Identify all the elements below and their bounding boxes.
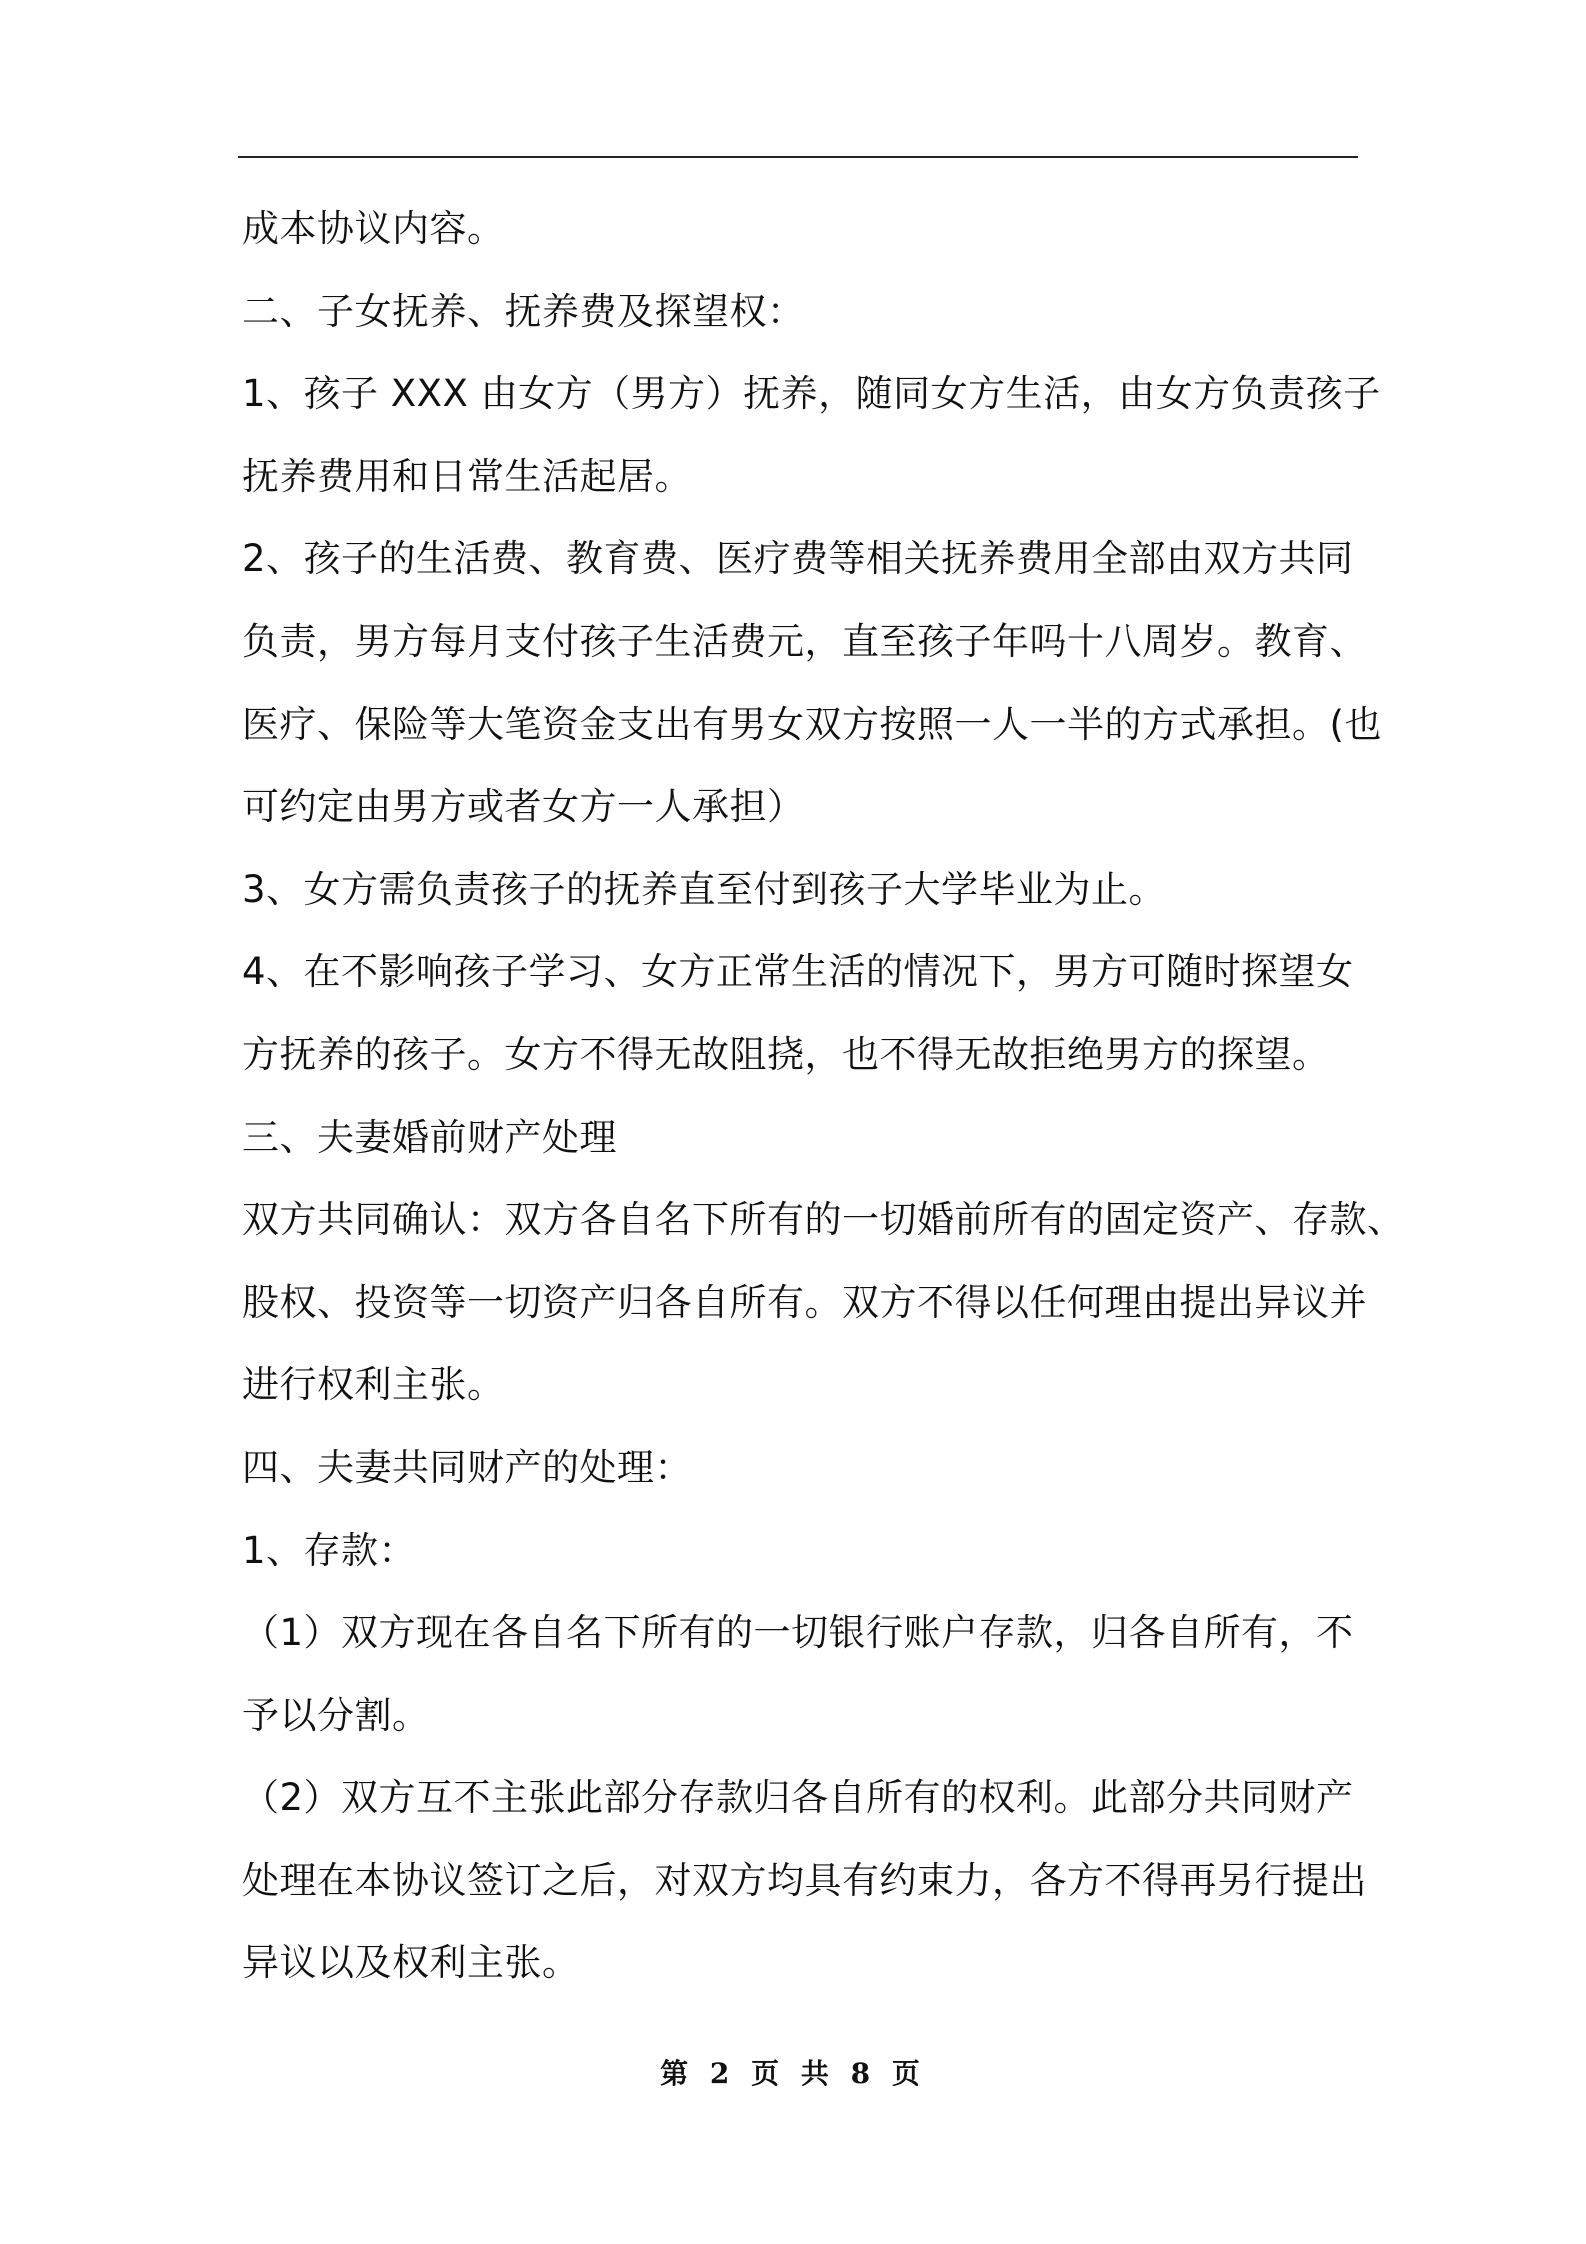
section-heading: 四、夫妻共同财产的处理： [242, 1445, 692, 1489]
text-line: 异议以及权利主张。 [242, 1941, 580, 1985]
text-line: 1、存款： [242, 1528, 417, 1572]
text-line: 股权、投资等一切资产归各自所有。双方不得以任何理由提出异议并 [242, 1280, 1367, 1324]
text-line: 予以分割。 [242, 1693, 430, 1737]
text-line: 成本协议内容。 [242, 207, 505, 250]
text-line: 可约定由男方或者女方一人承担） [242, 785, 805, 829]
text-line: 2、孩子的生活费、教育费、医疗费等相关抚养费用全部由双方共同 [242, 537, 1354, 581]
text-line: 双方共同确认：双方各自名下所有的一切婚前所有的固定资产、存款、 [242, 1198, 1405, 1242]
page-number: 第 2 页 共 8 页 [660, 2057, 926, 2090]
text-line: 处理在本协议签订之后，对双方均具有约束力，各方不得再另行提出 [242, 1858, 1367, 1902]
text-line: 1、孩子 XXX 由女方（男方）抚养，随同女方生活，由女方负责孩子 [242, 372, 1381, 416]
text-line: （1）双方现在各自名下所有的一切银行账户存款，归各自所有，不 [242, 1611, 1354, 1655]
section-heading: 三、夫妻婚前财产处理 [242, 1115, 617, 1159]
text-line: 进行权利主张。 [242, 1363, 505, 1407]
document-body [242, 188, 1405, 2005]
text-line: 抚养费用和日常生活起居。 [242, 454, 692, 498]
text-line: 4、在不影响孩子学习、女方正常生活的情况下，男方可随时探望女 [242, 950, 1354, 994]
text-line: 医疗、保险等大笔资金支出有男女双方按照一人一半的方式承担。(也 [242, 702, 1382, 746]
text-line: 3、女方需负责孩子的抚养直至付到孩子大学毕业为止。 [242, 867, 1167, 911]
text-line: 负责，男方每月支付孩子生活费元，直至孩子年吗十八周岁。教育、 [242, 619, 1367, 663]
section-heading: 二、子女抚养、抚养费及探望权： [242, 289, 805, 333]
header-rule [238, 156, 1358, 158]
text-line: 方抚养的孩子。女方不得无故阻挠，也不得无故拒绝男方的探望。 [242, 1032, 1330, 1076]
text-line: （2）双方互不主张此部分存款归各自所有的权利。此部分共同财产 [242, 1776, 1354, 1820]
